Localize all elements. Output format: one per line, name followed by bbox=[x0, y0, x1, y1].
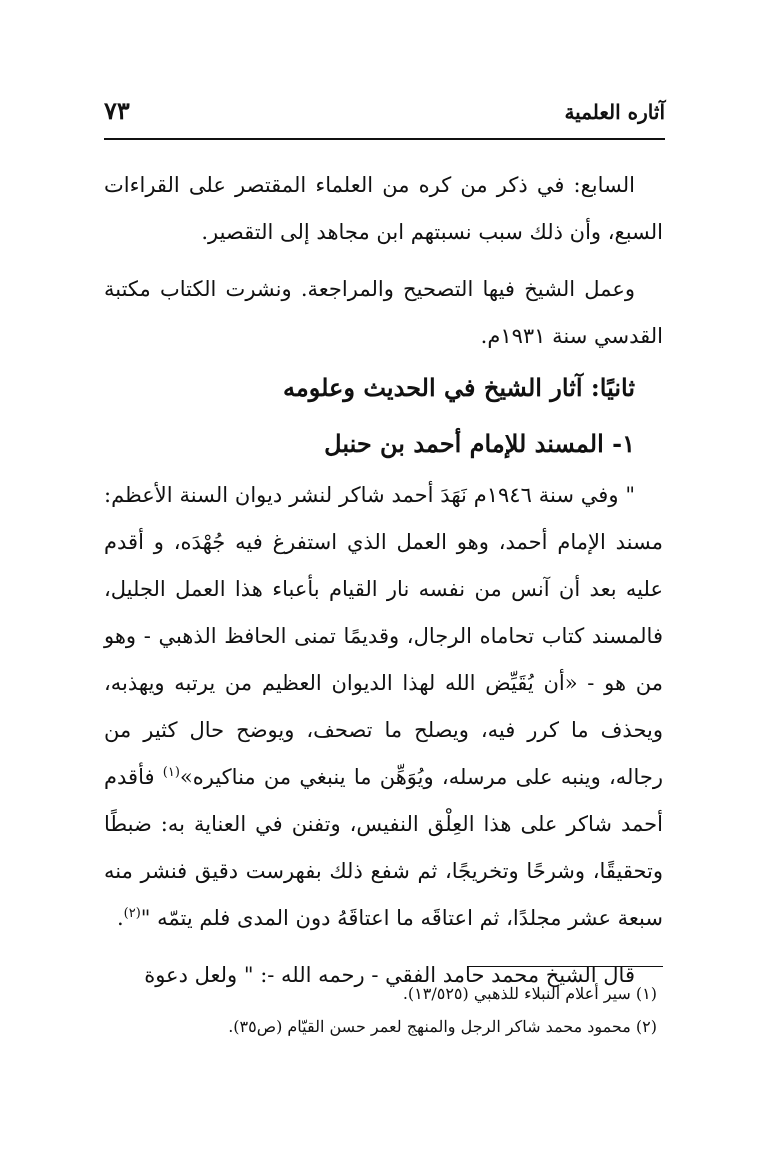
footnote-divider bbox=[467, 966, 663, 967]
paragraph-faqi-quote: قال الشيخ محمد حامد الفقي - رحمه الله -: " ولعل دعوة bbox=[144, 963, 635, 987]
paragraph-musnad-text-b: فأقدم أحمد شاكر على هذا العِلْق النفيس، وتفنن في العناية به: ضبطًا وتحقيقًا، وشرحًا وتخريجًا، ثم شفع ذلك بفهرست دقيق فنشر منه سبعة عشر مجلدًا، ثم اعتاقَه ما اعتاقَهُ دون المدى فلم يتمّه " bbox=[104, 765, 663, 930]
paragraph-musnad-text-a: " وفي سنة ١٩٤٦م نَهَدَ أحمد شاكر لنشر ديوان السنة الأعظم: مسند الإمام أحمد، وهو العمل الذي استفرغ فيه جُهْدَه، و أقدم عليه بعد أن آنس من نفسه نار القيام بأعباء هذا العمل الجليل، فالمسند كتاب تحاماه الرجال، وقديمًا تمنى الحافظ الذهبي - وهو من هو - «أن يُقَيِّض الله لهذا الديوان العظيم من يرتبه ويهذبه، ويحذف ما كرر فيه، ويصلح ما تصحف، ويوضح حال كثير من رجاله، وينبه على مرسله، ويُوَهِّن ما ينبغي من مناكيره» bbox=[104, 483, 663, 789]
paragraph-seventh-chapter: السابع: في ذكر من كره من العلماء المقتصر على القراءات السبع، وأن ذلك سبب نسبتهم ابن مجاهد إلى التقصير. bbox=[104, 173, 663, 244]
section-heading: ثانيًا: آثار الشيخ في الحديث وعلومه bbox=[282, 373, 635, 402]
footnotes bbox=[104, 966, 663, 1043]
footnote-ref-1: (١) bbox=[162, 765, 180, 780]
paragraph-musnad-text-c: . bbox=[116, 906, 124, 930]
page-header bbox=[104, 96, 665, 140]
footnote-1: (١) سير أعلام النبلاء للذهبي (١٣/٥٢٥). bbox=[402, 984, 657, 1003]
footnote-ref-2: (٢) bbox=[123, 906, 141, 921]
paragraph-edition-note: وعمل الشيخ فيها التصحيح والمراجعة. ونشرت الكتاب مكتبة القدسي سنة ١٩٣١م. bbox=[104, 277, 663, 348]
footnote-2: (٢) محمود محمد شاكر الرجل والمنهج لعمر حسن القيّام (ص٣٥). bbox=[228, 1017, 657, 1036]
page-number: ٧٣ bbox=[104, 96, 130, 125]
page-body bbox=[104, 162, 663, 999]
subsection-heading: ١- المسند للإمام أحمد بن حنبل bbox=[324, 429, 635, 458]
running-title: آثاره العلمية bbox=[564, 100, 665, 124]
paragraph-musnad bbox=[104, 472, 663, 942]
